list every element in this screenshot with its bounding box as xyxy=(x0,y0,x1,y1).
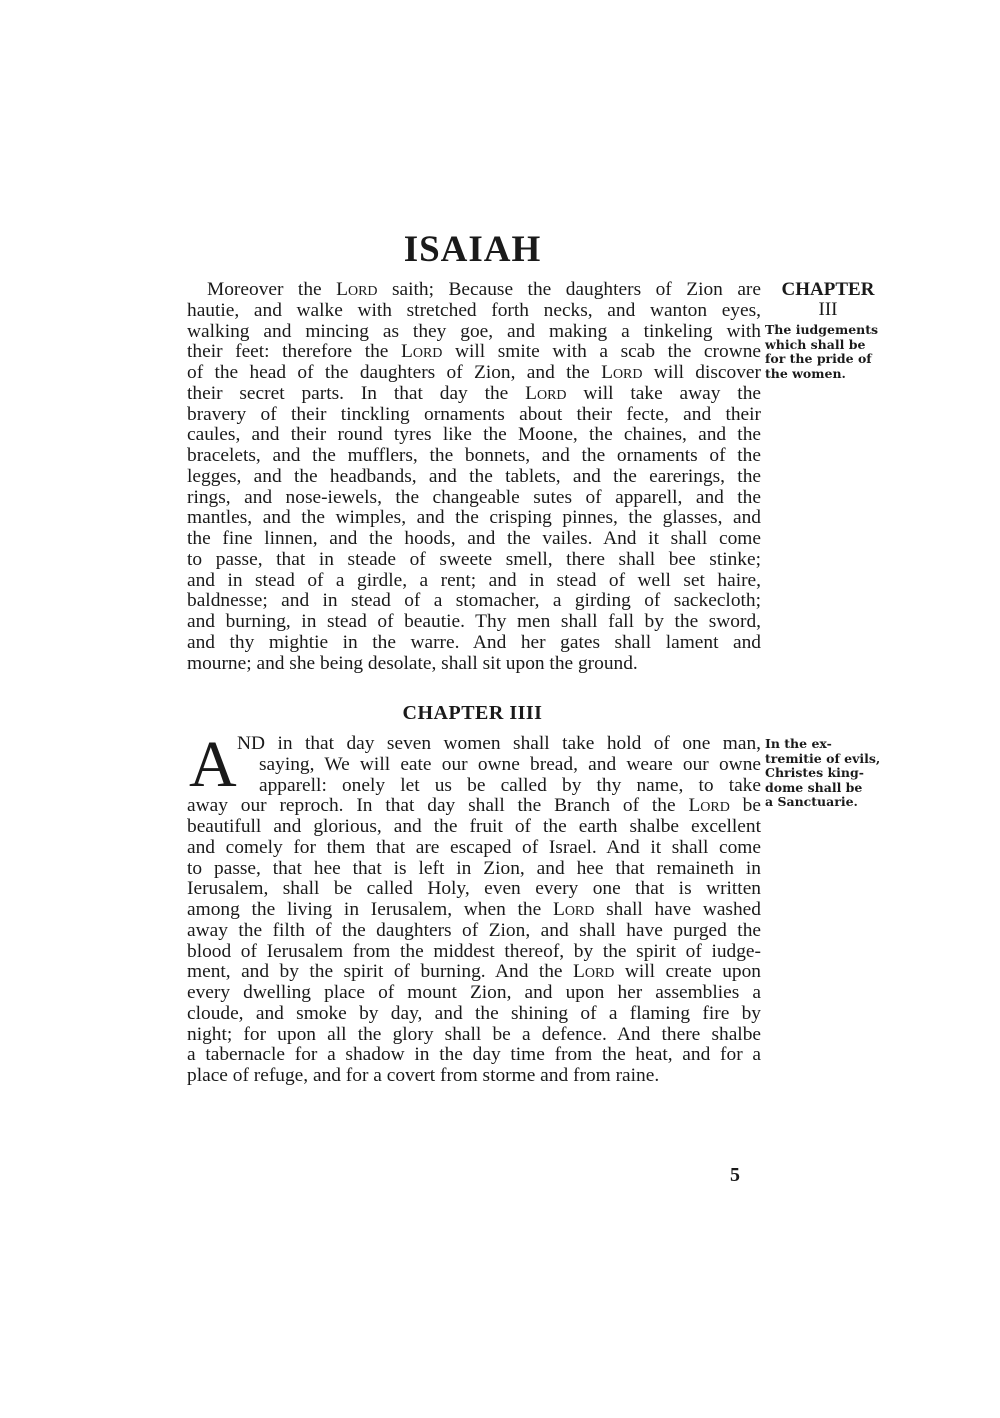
text-line: away the filth of the daughters of Zion, and shall have purged the xyxy=(187,919,761,941)
text-line: mourne; and she being desolate, shall sit upon the ground. xyxy=(187,652,638,674)
text-line: and thy mightie in the warre. And her gates shall lament and xyxy=(187,631,761,653)
page-number: 5 xyxy=(730,1164,740,1186)
text-line: hautie, and walke with stretched forth necks, and wanton eyes, xyxy=(187,299,761,321)
side-note-line: the women. xyxy=(765,365,846,381)
text-line: the fine linnen, and the hoods, and the vailes. And it shall come xyxy=(187,528,761,549)
text-line: mantles, and the wimples, and the crisping pinnes, the glasses, and xyxy=(187,507,761,529)
text-line: walking and mincing as they goe, and making a tinkeling with xyxy=(187,320,761,342)
margin-chapter-label xyxy=(778,280,878,320)
text-line: ND in that day seven women shall take hold of one man, xyxy=(237,733,761,754)
text-line: bracelets, and the mufflers, the bonnets, and the ornaments of the xyxy=(187,445,761,466)
text-line: their secret parts. In that day the Lord will take away the xyxy=(187,382,761,404)
text-line: bravery of their tinckling ornaments about their fecte, and their xyxy=(187,403,761,425)
side-note-line: for the pride of xyxy=(765,351,872,366)
text-line: away our reproch. In that day shall the Branch of the Lord be xyxy=(187,795,761,817)
text-line: to passe, that in steade of sweete smell, there shall bee stinke; xyxy=(187,548,761,570)
text-line: rings, and nose-iewels, the changeable sutes of apparell, and the xyxy=(187,486,761,508)
drop-cap: A xyxy=(189,728,237,801)
text-line: and comely for them that are escaped of Israel. And it shall come xyxy=(187,836,761,858)
text-line: apparell: onely let us be called by thy name, to take xyxy=(259,774,761,796)
side-note-line: Christes king- xyxy=(765,765,864,780)
book-title: ISAIAH xyxy=(403,229,542,270)
chapter-4-text xyxy=(187,728,761,1087)
side-note-line: dome shall be xyxy=(765,779,863,795)
side-note-line: which shall be xyxy=(765,336,866,352)
side-note-chapter-3 xyxy=(765,323,877,381)
chapter-4-heading: CHAPTER IIII xyxy=(402,702,543,724)
text-line: baldnesse; and in stead of a stomacher, a girding of sackecloth; xyxy=(187,590,761,612)
text-line: blood of Ierusalem from the middest thereof, by the spirit of iudge- xyxy=(187,940,761,962)
text-line: beautifull and glorious, and the fruit of the earth shalbe excellent xyxy=(187,816,761,837)
text-line: night; for upon all the glory shall be a defence. And there shalbe xyxy=(187,1023,761,1045)
text-line: among the living in Ierusalem, when the Lord shall have washed xyxy=(187,899,761,920)
text-line: Moreover the Lord saith; Because the daughters of Zion are xyxy=(207,279,761,300)
text-line: a tabernacle for a shadow in the day time from the heat, and for a xyxy=(187,1044,761,1066)
text-line: to passe, that hee that is left in Zion, and hee that remaineth in xyxy=(187,857,761,879)
side-note-line: a Sanctuarie. xyxy=(765,794,858,809)
text-line: of the head of the daughters of Zion, and the Lord will discover xyxy=(187,362,761,383)
text-line: every dwelling place of mount Zion, and upon her assemblies a xyxy=(187,982,761,1003)
text-line: legges, and the headbands, and the tablets, and the earerings, the xyxy=(187,465,761,487)
text-line: and in stead of a girdle, a rent; and in stead of well set haire, xyxy=(187,569,761,591)
side-note-line: In the ex- xyxy=(765,736,832,751)
margin-chapter-word: CHAPTER xyxy=(781,279,875,300)
text-line: and burning, in stead of beautie. Thy men shall fall by the sword, xyxy=(187,611,761,632)
text-line: their feet: therefore the Lord will smite with a scab the crowne xyxy=(187,341,761,363)
margin-chapter-number: III xyxy=(818,299,838,320)
side-note-line: The iudgements xyxy=(765,322,879,337)
text-line: ment, and by the spirit of burning. And the Lord will create upon xyxy=(187,961,761,983)
text-line: cloude, and smoke by day, and the shining of a flaming fire by xyxy=(187,1002,761,1024)
text-line: Ierusalem, shall be called Holy, even every one that is written xyxy=(187,878,761,900)
side-note-line: tremitie of evils, xyxy=(765,750,881,766)
side-note-chapter-4 xyxy=(765,736,881,810)
chapter-3-text xyxy=(187,280,761,674)
text-line: saying, We will eate our owne bread, and weare our owne xyxy=(259,753,761,775)
text-line: place of refuge, and for a covert from storme and from raine. xyxy=(187,1065,660,1086)
text-line: caules, and their round tyres like the Moone, the chaines, and the xyxy=(187,424,761,446)
